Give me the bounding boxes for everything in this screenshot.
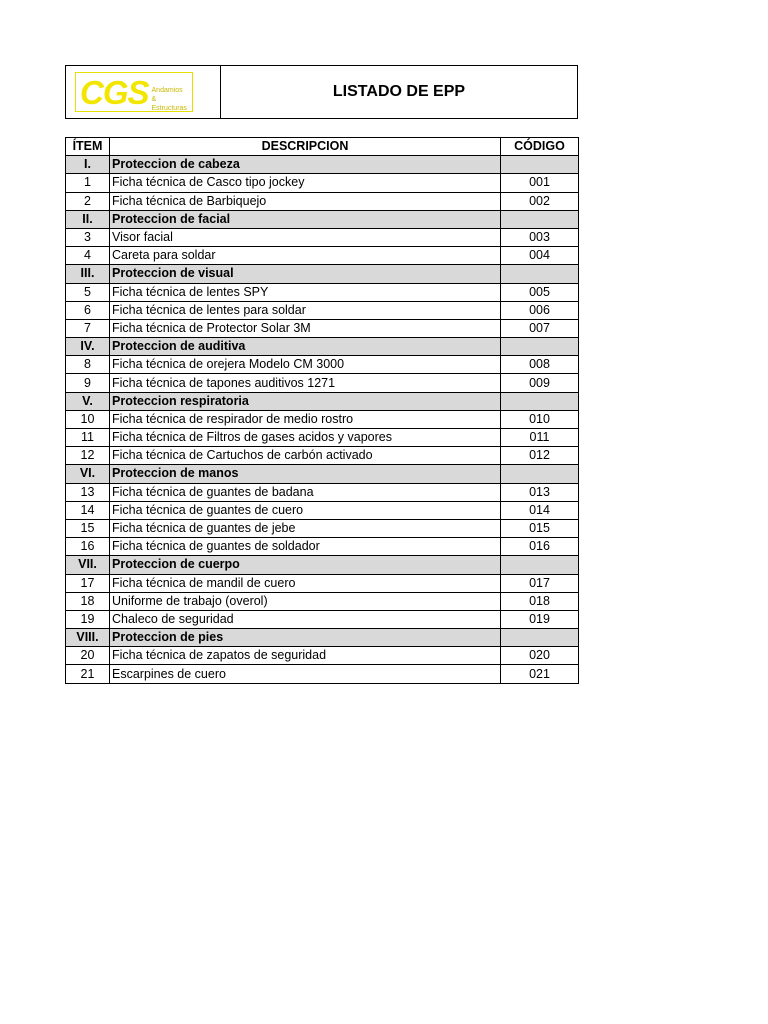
item-description: Ficha técnica de zapatos de seguridad bbox=[110, 647, 501, 665]
table-row bbox=[66, 283, 579, 301]
item-description: Visor facial bbox=[110, 228, 501, 246]
section-roman: VI. bbox=[66, 465, 110, 483]
item-code: 001 bbox=[501, 174, 579, 192]
table-row bbox=[66, 647, 579, 665]
item-description: Chaleco de seguridad bbox=[110, 610, 501, 628]
item-number: 11 bbox=[66, 429, 110, 447]
section-row bbox=[66, 210, 579, 228]
table-row bbox=[66, 356, 579, 374]
item-number: 2 bbox=[66, 192, 110, 210]
table-row bbox=[66, 301, 579, 319]
table-row bbox=[66, 610, 579, 628]
item-number: 4 bbox=[66, 247, 110, 265]
item-number: 6 bbox=[66, 301, 110, 319]
item-description: Uniforme de trabajo (overol) bbox=[110, 592, 501, 610]
column-header-description: DESCRIPCION bbox=[110, 138, 501, 156]
section-code-empty bbox=[501, 156, 579, 174]
company-logo bbox=[75, 72, 193, 112]
table-row bbox=[66, 410, 579, 428]
item-number: 19 bbox=[66, 610, 110, 628]
section-code-empty bbox=[501, 465, 579, 483]
item-number: 17 bbox=[66, 574, 110, 592]
item-description: Escarpines de cuero bbox=[110, 665, 501, 683]
section-title: Proteccion de cabeza bbox=[110, 156, 501, 174]
table-row bbox=[66, 319, 579, 337]
section-roman: VIII. bbox=[66, 629, 110, 647]
item-code: 009 bbox=[501, 374, 579, 392]
section-roman: II. bbox=[66, 210, 110, 228]
section-title: Proteccion de auditiva bbox=[110, 338, 501, 356]
item-code: 014 bbox=[501, 501, 579, 519]
item-number: 8 bbox=[66, 356, 110, 374]
item-number: 20 bbox=[66, 647, 110, 665]
item-number: 7 bbox=[66, 319, 110, 337]
section-code-empty bbox=[501, 338, 579, 356]
item-description: Ficha técnica de tapones auditivos 1271 bbox=[110, 374, 501, 392]
item-number: 10 bbox=[66, 410, 110, 428]
section-title: Proteccion de manos bbox=[110, 465, 501, 483]
item-description: Ficha técnica de guantes de cuero bbox=[110, 501, 501, 519]
section-title: Proteccion de facial bbox=[110, 210, 501, 228]
section-roman: I. bbox=[66, 156, 110, 174]
table-row bbox=[66, 501, 579, 519]
item-description: Ficha técnica de mandil de cuero bbox=[110, 574, 501, 592]
item-code: 013 bbox=[501, 483, 579, 501]
table-row bbox=[66, 483, 579, 501]
item-code: 006 bbox=[501, 301, 579, 319]
item-code: 020 bbox=[501, 647, 579, 665]
item-number: 16 bbox=[66, 538, 110, 556]
table-row bbox=[66, 538, 579, 556]
logo-subtitle-line-1: Andamios bbox=[151, 86, 183, 94]
section-code-empty bbox=[501, 629, 579, 647]
section-title: Proteccion de pies bbox=[110, 629, 501, 647]
item-code: 015 bbox=[501, 519, 579, 537]
item-code: 004 bbox=[501, 247, 579, 265]
item-code: 017 bbox=[501, 574, 579, 592]
item-description: Ficha técnica de guantes de badana bbox=[110, 483, 501, 501]
item-code: 005 bbox=[501, 283, 579, 301]
section-roman: III. bbox=[66, 265, 110, 283]
item-description: Ficha técnica de orejera Modelo CM 3000 bbox=[110, 356, 501, 374]
item-description: Ficha técnica de Barbiquejo bbox=[110, 192, 501, 210]
item-description: Ficha técnica de Cartuchos de carbón activado bbox=[110, 447, 501, 465]
column-header-code: CÓDIGO bbox=[501, 138, 579, 156]
table-row bbox=[66, 374, 579, 392]
item-number: 14 bbox=[66, 501, 110, 519]
item-description: Ficha técnica de Casco tipo jockey bbox=[110, 174, 501, 192]
column-header-item: ÍTEM bbox=[66, 138, 110, 156]
item-number: 1 bbox=[66, 174, 110, 192]
section-roman: IV. bbox=[66, 338, 110, 356]
item-number: 3 bbox=[66, 228, 110, 246]
item-description: Careta para soldar bbox=[110, 247, 501, 265]
document-header bbox=[65, 65, 578, 119]
section-code-empty bbox=[501, 210, 579, 228]
item-number: 12 bbox=[66, 447, 110, 465]
section-title: Proteccion de cuerpo bbox=[110, 556, 501, 574]
logo-subtitle-line-2: & Estructuras bbox=[151, 95, 187, 112]
item-description: Ficha técnica de lentes para soldar bbox=[110, 301, 501, 319]
table-row bbox=[66, 665, 579, 683]
table-row bbox=[66, 592, 579, 610]
section-code-empty bbox=[501, 392, 579, 410]
item-number: 21 bbox=[66, 665, 110, 683]
section-code-empty bbox=[501, 556, 579, 574]
section-roman: VII. bbox=[66, 556, 110, 574]
epp-table bbox=[65, 137, 579, 684]
item-code: 002 bbox=[501, 192, 579, 210]
item-code: 018 bbox=[501, 592, 579, 610]
logo-letters: CGS bbox=[80, 73, 149, 111]
logo-cell bbox=[66, 66, 221, 118]
section-row bbox=[66, 556, 579, 574]
table-row bbox=[66, 192, 579, 210]
section-title: Proteccion de visual bbox=[110, 265, 501, 283]
section-row bbox=[66, 338, 579, 356]
item-description: Ficha técnica de guantes de soldador bbox=[110, 538, 501, 556]
item-code: 011 bbox=[501, 429, 579, 447]
item-code: 008 bbox=[501, 356, 579, 374]
item-number: 15 bbox=[66, 519, 110, 537]
item-number: 5 bbox=[66, 283, 110, 301]
table-body bbox=[66, 156, 579, 683]
section-title: Proteccion respiratoria bbox=[110, 392, 501, 410]
table-row bbox=[66, 174, 579, 192]
item-number: 13 bbox=[66, 483, 110, 501]
section-roman: V. bbox=[66, 392, 110, 410]
section-code-empty bbox=[501, 265, 579, 283]
table-row bbox=[66, 247, 579, 265]
item-code: 019 bbox=[501, 610, 579, 628]
section-row bbox=[66, 392, 579, 410]
document-title: LISTADO DE EPP bbox=[332, 83, 466, 100]
item-code: 003 bbox=[501, 228, 579, 246]
section-row bbox=[66, 629, 579, 647]
item-code: 021 bbox=[501, 665, 579, 683]
item-code: 010 bbox=[501, 410, 579, 428]
item-description: Ficha técnica de Filtros de gases acidos y vapores bbox=[110, 429, 501, 447]
table-row bbox=[66, 519, 579, 537]
section-row bbox=[66, 465, 579, 483]
section-row bbox=[66, 265, 579, 283]
item-code: 007 bbox=[501, 319, 579, 337]
item-description: Ficha técnica de respirador de medio rostro bbox=[110, 410, 501, 428]
table-row bbox=[66, 447, 579, 465]
table-header-row bbox=[66, 138, 579, 156]
item-code: 016 bbox=[501, 538, 579, 556]
item-description: Ficha técnica de lentes SPY bbox=[110, 283, 501, 301]
item-number: 18 bbox=[66, 592, 110, 610]
logo-subtitle bbox=[152, 86, 192, 113]
section-row bbox=[66, 156, 579, 174]
item-number: 9 bbox=[66, 374, 110, 392]
table-row bbox=[66, 429, 579, 447]
item-description: Ficha técnica de Protector Solar 3M bbox=[110, 319, 501, 337]
table-row bbox=[66, 574, 579, 592]
table-row bbox=[66, 228, 579, 246]
item-code: 012 bbox=[501, 447, 579, 465]
item-description: Ficha técnica de guantes de jebe bbox=[110, 519, 501, 537]
